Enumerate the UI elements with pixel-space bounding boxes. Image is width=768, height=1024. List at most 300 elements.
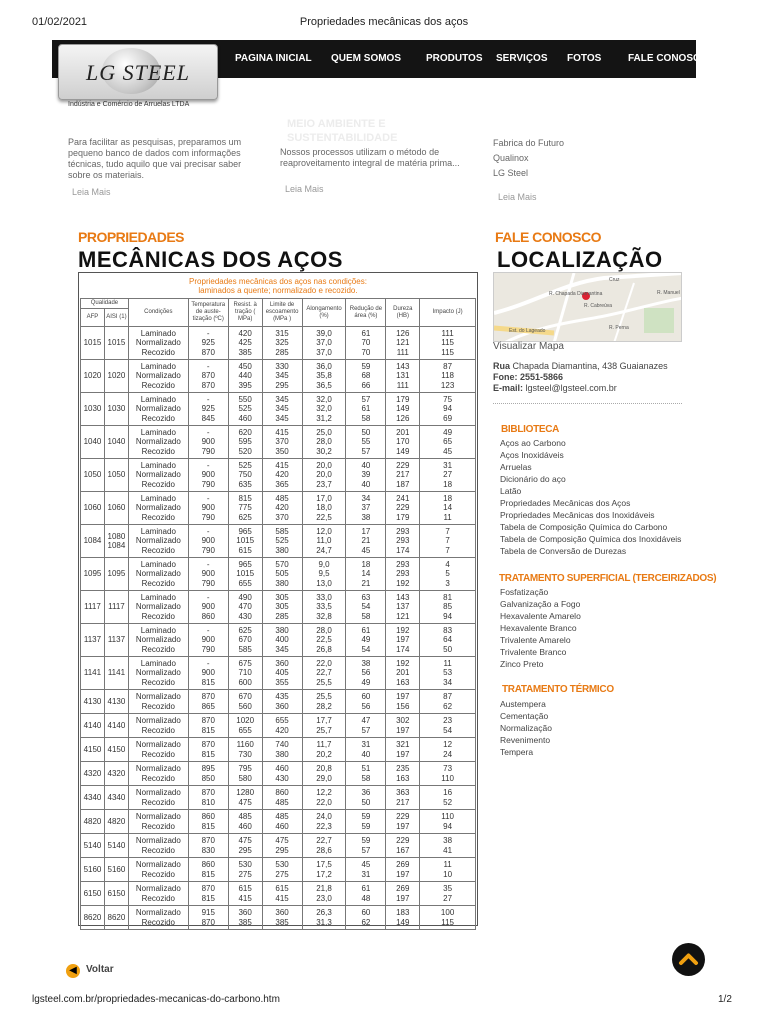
properties-table (80, 298, 476, 930)
table-row (81, 327, 476, 360)
table-row (81, 393, 476, 426)
cell-impacto: 35 27 (420, 882, 476, 906)
cell-dureza: 235 163 (386, 762, 420, 786)
table-row (81, 690, 476, 714)
cell-limite: 655 420 (262, 714, 302, 738)
tratamento-termico-title: TRATAMENTO TÉRMICO (502, 684, 614, 695)
cell-impacto: 38 41 (420, 834, 476, 858)
cell-afp: 5160 (81, 858, 105, 882)
cell-resistencia: 1160 730 (228, 738, 262, 762)
nav-fale-conosco[interactable]: FALE CONOSCO (628, 53, 709, 64)
cell-temperatura: - 925 870 (188, 327, 228, 360)
print-date: 01/02/2021 (32, 16, 88, 28)
header-limite: Limite de escoamento (MPa ) (262, 299, 302, 327)
cell-dureza: 363 217 (386, 786, 420, 810)
contact-title: LOCALIZAÇÃO (497, 247, 663, 272)
cell-alongamento: 22,0 22,7 25,5 (302, 657, 346, 690)
table-row (81, 834, 476, 858)
table-row (81, 858, 476, 882)
cell-afp: 4150 (81, 738, 105, 762)
map-street-3: R. Manuel (657, 290, 680, 296)
header-afp: AFP (81, 309, 105, 327)
map-street-4: Est. do Lageado (509, 328, 546, 334)
cell-reducao: 59 68 66 (346, 360, 386, 393)
cell-temperatura: 860 815 (188, 858, 228, 882)
cell-alongamento: 33,0 33,5 32,8 (302, 591, 346, 624)
nav-quem-somos[interactable]: QUEM SOMOS (331, 53, 402, 64)
leia-mais-link-3[interactable]: Leia Mais (498, 192, 537, 202)
cell-resistencia: 1020 655 (228, 714, 262, 738)
cell-afp: 1117 (81, 591, 105, 624)
cell-impacto: 18 14 11 (420, 492, 476, 525)
header-alongamento: Alongamento (%) (302, 299, 346, 327)
cell-dureza: 143 137 121 (386, 591, 420, 624)
header-impacto: Impacto (J) (420, 299, 476, 327)
cell-temperatura: 915 870 (188, 906, 228, 930)
print-title: Propriedades mecânicas dos aços (299, 16, 469, 28)
cell-temperatura: - 900 790 (188, 558, 228, 591)
cell-condicoes: Laminado Normalizado Recozido (128, 657, 188, 690)
cell-aisi: 1060 (104, 492, 128, 525)
cell-limite: 740 380 (262, 738, 302, 762)
cell-condicoes: Laminado Normalizado Recozido (128, 327, 188, 360)
cell-limite: 475 295 (262, 834, 302, 858)
cell-resistencia: 965 1015 655 (228, 558, 262, 591)
header-dureza: Dureza (HB) (386, 299, 420, 327)
cell-limite: 585 525 380 (262, 525, 302, 558)
biblioteca-title: BIBLIOTECA (501, 424, 560, 435)
page-title: MECÂNICAS DOS AÇOS (78, 247, 343, 272)
cell-temperatura: 870 830 (188, 834, 228, 858)
cell-condicoes: Normalizado Recozido (128, 690, 188, 714)
map-street-5: Cruz (609, 277, 620, 283)
tratamento-termico-item[interactable]: Revenimento (500, 735, 551, 745)
cell-resistencia: 490 470 430 (228, 591, 262, 624)
divider (493, 403, 682, 404)
cell-alongamento: 21,8 23,0 (302, 882, 346, 906)
cell-alongamento: 12,2 22,0 (302, 786, 346, 810)
cell-resistencia: 420 425 385 (228, 327, 262, 360)
cell-limite: 415 370 350 (262, 426, 302, 459)
biblioteca-item[interactable]: Tabela de Composição Química do Carbono (500, 522, 668, 532)
cell-reducao: 63 54 58 (346, 591, 386, 624)
cell-alongamento: 9,0 9,5 13,0 (302, 558, 346, 591)
cell-dureza: 229 167 (386, 834, 420, 858)
cell-impacto: 12 24 (420, 738, 476, 762)
cell-dureza: 183 149 (386, 906, 420, 930)
cell-limite: 460 430 (262, 762, 302, 786)
table-row (81, 786, 476, 810)
cell-resistencia: 525 750 635 (228, 459, 262, 492)
cell-limite: 315 325 285 (262, 327, 302, 360)
table-caption: Propriedades mecânicas dos aços nas condições: laminados a quente; normalizado e recozido. (189, 277, 367, 295)
cell-afp: 5140 (81, 834, 105, 858)
cell-reducao: 45 31 (346, 858, 386, 882)
location-map[interactable] (493, 272, 682, 342)
cell-reducao: 50 55 57 (346, 426, 386, 459)
cell-aisi: 4340 (104, 786, 128, 810)
table-row (81, 525, 476, 558)
cell-afp: 1084 (81, 525, 105, 558)
cell-dureza: 293 293 174 (386, 525, 420, 558)
cell-alongamento: 36,0 35,8 36,5 (302, 360, 346, 393)
cell-condicoes: Normalizado Recozido (128, 762, 188, 786)
header-condicoes: Condições (128, 299, 188, 327)
cell-afp: 1060 (81, 492, 105, 525)
cell-aisi: 5140 (104, 834, 128, 858)
cell-temperatura: 870 815 (188, 714, 228, 738)
cell-condicoes: Laminado Normalizado Recozido (128, 360, 188, 393)
cell-impacto: 87 118 123 (420, 360, 476, 393)
cell-reducao: 18 14 21 (346, 558, 386, 591)
cell-temperatura: 870 865 (188, 690, 228, 714)
cell-reducao: 60 62 (346, 906, 386, 930)
link-lg-steel[interactable]: LG Steel (493, 168, 529, 178)
table-row (81, 657, 476, 690)
table-row (81, 882, 476, 906)
biblioteca-item[interactable]: Latão (500, 486, 522, 496)
cell-impacto: 11 10 (420, 858, 476, 882)
cell-impacto: 4 5 3 (420, 558, 476, 591)
cell-limite: 380 400 345 (262, 624, 302, 657)
cell-reducao: 34 37 38 (346, 492, 386, 525)
cell-aisi: 1050 (104, 459, 128, 492)
cell-aisi: 5160 (104, 858, 128, 882)
table-row (81, 459, 476, 492)
cell-aisi: 1137 (104, 624, 128, 657)
cell-aisi: 1141 (104, 657, 128, 690)
tratamento-termico-item[interactable]: Cementação (500, 711, 549, 721)
cell-aisi: 1040 (104, 426, 128, 459)
cell-temperatura: - 925 845 (188, 393, 228, 426)
cell-alongamento: 17,7 25,7 (302, 714, 346, 738)
cell-resistencia: 615 415 (228, 882, 262, 906)
cell-aisi: 4320 (104, 762, 128, 786)
cell-condicoes: Normalizado Recozido (128, 786, 188, 810)
arrow-left-icon[interactable]: ◀ (66, 964, 80, 978)
tratamento-superficial-item[interactable]: Hexavalente Branco (500, 623, 577, 633)
cell-aisi: 4130 (104, 690, 128, 714)
cell-dureza: 229 217 187 (386, 459, 420, 492)
cell-temperatura: - 900 790 (188, 525, 228, 558)
biblioteca-item[interactable]: Tabela de Conversão de Durezas (500, 546, 627, 556)
cell-alongamento: 17,5 17,2 (302, 858, 346, 882)
cell-reducao: 61 49 54 (346, 624, 386, 657)
scroll-top-button[interactable] (672, 943, 705, 976)
biblioteca-item[interactable]: Aços Inoxidáveis (500, 450, 564, 460)
cell-alongamento: 20,8 29,0 (302, 762, 346, 786)
cell-reducao: 61 48 (346, 882, 386, 906)
cell-dureza: 143 131 111 (386, 360, 420, 393)
cell-dureza: 201 170 149 (386, 426, 420, 459)
cell-impacto: 81 85 94 (420, 591, 476, 624)
cell-aisi: 4150 (104, 738, 128, 762)
cell-afp: 6150 (81, 882, 105, 906)
cell-reducao: 51 58 (346, 762, 386, 786)
biblioteca-item[interactable]: Propriedades Mecânicas dos Aços (500, 498, 631, 508)
cell-temperatura: - 900 790 (188, 624, 228, 657)
print-url: lgsteel.com.br/propriedades-mecanicas-do-carbono.htm (32, 994, 280, 1005)
tratamento-termico-item[interactable]: Austempera (500, 699, 546, 709)
cell-limite: 615 415 (262, 882, 302, 906)
cell-temperatura: 870 810 (188, 786, 228, 810)
cell-condicoes: Laminado Normalizado Recozido (128, 624, 188, 657)
table-row (81, 738, 476, 762)
header-aisi: AISI (1) (104, 309, 128, 327)
cell-limite: 360 385 (262, 906, 302, 930)
cell-limite: 860 485 (262, 786, 302, 810)
cell-alongamento: 39,0 37,0 37,0 (302, 327, 346, 360)
intro-col3-links (493, 136, 564, 181)
cell-dureza: 321 197 (386, 738, 420, 762)
page-kicker: PROPRIEDADES (78, 229, 185, 245)
cell-dureza: 269 197 (386, 858, 420, 882)
logo-text: LG STEEL (86, 60, 190, 85)
intro-col1-text: Para facilitar as pesquisas, preparamos um pequeno banco de dados com informações técnicas, tudo aquilo que vai precisar saber sobre os materiais. (68, 137, 242, 180)
tratamento-superficial-title: TRATAMENTO SUPERFICIAL (TERCEIRIZADOS) (499, 573, 717, 584)
tratamento-superficial-item[interactable]: Trivalente Amarelo (500, 635, 571, 645)
cell-impacto: 49 65 45 (420, 426, 476, 459)
cell-reducao: 60 56 (346, 690, 386, 714)
table-row (81, 906, 476, 930)
table-row (81, 624, 476, 657)
biblioteca-item[interactable]: Aços ao Carbono (500, 438, 566, 448)
cell-limite: 530 275 (262, 858, 302, 882)
cell-afp: 1137 (81, 624, 105, 657)
cell-limite: 360 405 355 (262, 657, 302, 690)
cell-resistencia: 1280 475 (228, 786, 262, 810)
header-qualidade: Qualidade (81, 299, 129, 309)
header-temperatura: Temperatura de auste-tização (ºC) (188, 299, 228, 327)
contact-details: Rua Chapada Diamantina, 438 Guaianazes Fone: 2551-5866 E-mail: lgsteel@lgsteel.com.br (493, 361, 668, 393)
table-row (81, 360, 476, 393)
cell-reducao: 47 57 (346, 714, 386, 738)
cell-limite: 485 460 (262, 810, 302, 834)
biblioteca-item[interactable]: Dicionário do aço (500, 474, 566, 484)
cell-temperatura: - 900 790 (188, 426, 228, 459)
tratamento-superficial-item[interactable]: Zinco Preto (500, 659, 544, 669)
cell-condicoes: Normalizado Recozido (128, 834, 188, 858)
header-resistencia: Resist. à tração ( MPa) (228, 299, 262, 327)
leia-mais-link-1[interactable]: Leia Mais (72, 187, 111, 197)
cell-condicoes: Laminado Normalizado Recozido (128, 492, 188, 525)
cell-afp: 1040 (81, 426, 105, 459)
cell-temperatura: 860 815 (188, 810, 228, 834)
cell-impacto: 100 115 (420, 906, 476, 930)
cell-aisi: 1030 (104, 393, 128, 426)
cell-limite: 345 345 345 (262, 393, 302, 426)
cell-impacto: 31 27 18 (420, 459, 476, 492)
cell-alongamento: 12,0 11,0 24,7 (302, 525, 346, 558)
nav-servicos[interactable]: SERVIÇOS (496, 53, 548, 64)
tratamento-superficial-item[interactable]: Hexavalente Amarelo (500, 611, 581, 621)
cell-alongamento: 25,0 28,0 30,2 (302, 426, 346, 459)
biblioteca-item[interactable]: Tabela de Composição Química dos Inoxidáveis (500, 534, 682, 544)
cell-impacto: 110 94 (420, 810, 476, 834)
cell-afp: 4140 (81, 714, 105, 738)
cell-reducao: 17 21 45 (346, 525, 386, 558)
table-row (81, 591, 476, 624)
cell-aisi: 1015 (104, 327, 128, 360)
cell-temperatura: - 900 815 (188, 657, 228, 690)
cell-resistencia: 620 595 520 (228, 426, 262, 459)
cell-alongamento: 25,5 28,2 (302, 690, 346, 714)
cell-condicoes: Laminado Normalizado Recozido (128, 459, 188, 492)
cell-alongamento: 32,0 32,0 31,2 (302, 393, 346, 426)
cell-resistencia: 475 295 (228, 834, 262, 858)
map-street-6: R. Perna (609, 325, 629, 331)
logo-tagline: Indústria e Comércio de Arruelas LTDA (68, 101, 190, 108)
cell-resistencia: 530 275 (228, 858, 262, 882)
cell-impacto: 87 62 (420, 690, 476, 714)
cell-limite: 305 305 285 (262, 591, 302, 624)
cell-impacto: 16 52 (420, 786, 476, 810)
cell-aisi: 1095 (104, 558, 128, 591)
cell-alongamento: 11,7 20,2 (302, 738, 346, 762)
cell-condicoes: Normalizado Recozido (128, 810, 188, 834)
tratamento-superficial-item[interactable]: Trivalente Branco (500, 647, 567, 657)
sustentabilidade-title: MEIO AMBIENTE E SUSTENTABILIDADE (287, 118, 398, 144)
table-row (81, 762, 476, 786)
cell-condicoes: Laminado Normalizado Recozido (128, 426, 188, 459)
map-street-1: R. Chapada Diamantina (549, 291, 603, 297)
cell-aisi: 1117 (104, 591, 128, 624)
cell-reducao: 59 57 (346, 834, 386, 858)
print-page-number: 1/2 (718, 994, 732, 1005)
header-reducao: Redução de área (%) (346, 299, 386, 327)
cell-dureza: 241 229 179 (386, 492, 420, 525)
cell-alongamento: 26,3 31,3 (302, 906, 346, 930)
cell-dureza: 293 293 192 (386, 558, 420, 591)
cell-resistencia: 795 580 (228, 762, 262, 786)
cell-afp: 8620 (81, 906, 105, 930)
cell-limite: 415 420 365 (262, 459, 302, 492)
cell-limite: 570 505 380 (262, 558, 302, 591)
cell-afp: 1050 (81, 459, 105, 492)
cell-temperatura: 895 850 (188, 762, 228, 786)
map-street-2: R. Cabreúva (584, 303, 613, 309)
tratamento-termico-item[interactable]: Normalização (500, 723, 552, 733)
cell-resistencia: 625 670 585 (228, 624, 262, 657)
cell-condicoes: Normalizado Recozido (128, 882, 188, 906)
cell-limite: 485 420 370 (262, 492, 302, 525)
cell-impacto: 11 53 34 (420, 657, 476, 690)
cell-temperatura: - 870 870 (188, 360, 228, 393)
cell-condicoes: Laminado Normalizado Recozido (128, 558, 188, 591)
cell-afp: 4820 (81, 810, 105, 834)
contact-kicker: FALE CONOSCO (495, 229, 602, 245)
cell-dureza: 192 201 163 (386, 657, 420, 690)
cell-afp: 1030 (81, 393, 105, 426)
tratamento-termico-list (500, 698, 552, 758)
cell-reducao: 61 70 70 (346, 327, 386, 360)
cell-impacto: 23 54 (420, 714, 476, 738)
cell-resistencia: 485 460 (228, 810, 262, 834)
biblioteca-list (500, 437, 681, 557)
tratamento-superficial-list (500, 586, 581, 670)
cell-aisi: 1080 1084 (104, 525, 128, 558)
cell-afp: 1020 (81, 360, 105, 393)
cell-aisi: 6150 (104, 882, 128, 906)
cell-limite: 330 345 295 (262, 360, 302, 393)
cell-limite: 435 360 (262, 690, 302, 714)
cell-afp: 1141 (81, 657, 105, 690)
tratamento-superficial-item[interactable]: Fosfatização (500, 587, 549, 597)
cell-dureza: 302 197 (386, 714, 420, 738)
cell-resistencia: 815 775 625 (228, 492, 262, 525)
tratamento-termico-item[interactable]: Tempera (500, 747, 534, 757)
cell-dureza: 192 197 174 (386, 624, 420, 657)
tratamento-superficial-item[interactable]: Galvanização a Fogo (500, 599, 581, 609)
biblioteca-item[interactable]: Propriedades Mecânicas dos Inoxidáveis (500, 510, 655, 520)
intro-col2-text: Nossos processos utilizam o método de reaproveitamento integral de matéria prima... (280, 147, 460, 168)
cell-alongamento: 22,7 28,6 (302, 834, 346, 858)
cell-reducao: 59 59 (346, 810, 386, 834)
cell-impacto: 75 94 69 (420, 393, 476, 426)
cell-condicoes: Laminado Normalizado Recozido (128, 393, 188, 426)
cell-aisi: 1020 (104, 360, 128, 393)
cell-temperatura: 870 815 (188, 882, 228, 906)
cell-impacto: 73 110 (420, 762, 476, 786)
cell-resistencia: 450 440 395 (228, 360, 262, 393)
biblioteca-item[interactable]: Arruelas (500, 462, 532, 472)
cell-reducao: 57 61 58 (346, 393, 386, 426)
cell-condicoes: Normalizado Recozido (128, 738, 188, 762)
cell-impacto: 83 64 50 (420, 624, 476, 657)
voltar-link[interactable]: Voltar (86, 964, 114, 975)
cell-alongamento: 28,0 22,5 26,8 (302, 624, 346, 657)
cell-resistencia: 360 385 (228, 906, 262, 930)
cell-alongamento: 24,0 22,3 (302, 810, 346, 834)
leia-mais-link-2[interactable]: Leia Mais (285, 184, 324, 194)
cell-temperatura: - 900 860 (188, 591, 228, 624)
link-qualinox[interactable]: Qualinox (493, 153, 529, 163)
cell-impacto: 111 115 115 (420, 327, 476, 360)
cell-reducao: 40 39 40 (346, 459, 386, 492)
view-map-link[interactable]: Visualizar Mapa (493, 341, 564, 352)
cell-impacto: 7 7 7 (420, 525, 476, 558)
cell-dureza: 269 197 (386, 882, 420, 906)
cell-condicoes: Normalizado Recozido (128, 714, 188, 738)
email-link[interactable]: lgsteel@lgsteel.com.br (525, 383, 617, 393)
cell-condicoes: Laminado Normalizado Recozido (128, 525, 188, 558)
nav-produtos[interactable]: PRODUTOS (426, 53, 483, 64)
cell-afp: 4320 (81, 762, 105, 786)
cell-condicoes: Laminado Normalizado Recozido (128, 591, 188, 624)
nav-fotos[interactable]: FOTOS (567, 53, 602, 64)
cell-aisi: 4140 (104, 714, 128, 738)
cell-dureza: 229 197 (386, 810, 420, 834)
cell-reducao: 36 50 (346, 786, 386, 810)
table-row (81, 426, 476, 459)
cell-afp: 4340 (81, 786, 105, 810)
cell-afp: 1015 (81, 327, 105, 360)
cell-dureza: 126 121 111 (386, 327, 420, 360)
cell-aisi: 4820 (104, 810, 128, 834)
cell-dureza: 197 156 (386, 690, 420, 714)
cell-aisi: 8620 (104, 906, 128, 930)
table-row (81, 810, 476, 834)
cell-condicoes: Normalizado Recozido (128, 906, 188, 930)
cell-alongamento: 17,0 18,0 22,5 (302, 492, 346, 525)
cell-condicoes: Normalizado Recozido (128, 858, 188, 882)
cell-temperatura: 870 815 (188, 738, 228, 762)
nav-pagina-inicial[interactable]: PAGINA INICIAL (235, 53, 312, 64)
link-fabrica-do-futuro[interactable]: Fabrica do Futuro (493, 138, 565, 148)
table-row (81, 714, 476, 738)
cell-temperatura: - 900 790 (188, 492, 228, 525)
cell-temperatura: - 900 790 (188, 459, 228, 492)
